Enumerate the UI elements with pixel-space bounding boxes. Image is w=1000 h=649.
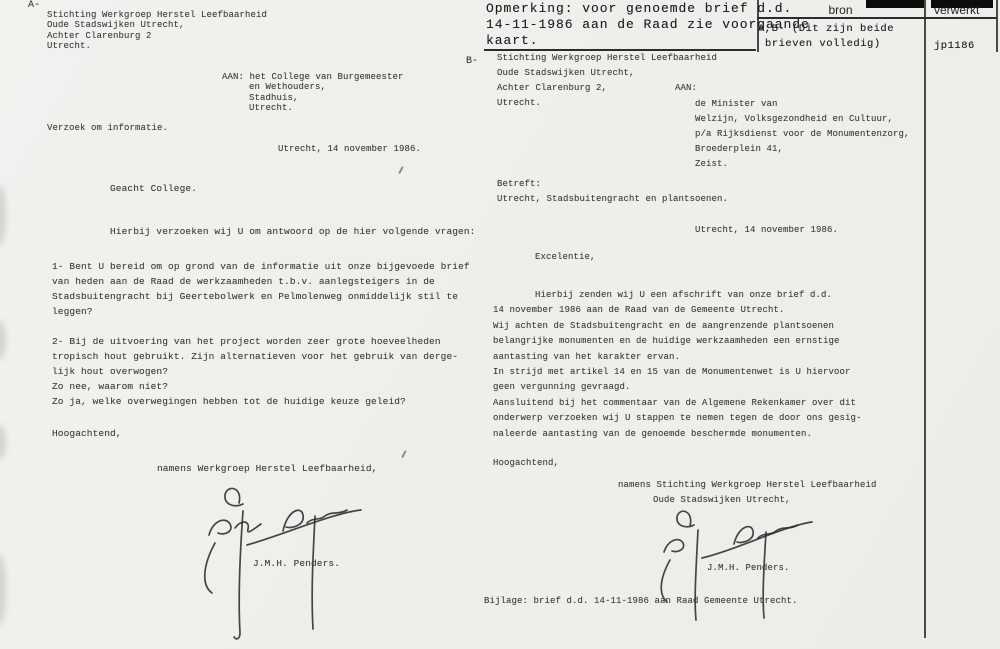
letter-a-salutation: Geacht College.: [110, 183, 198, 194]
letter-b-betreft-value: Utrecht, Stadsbuitengracht en plantsoenen.: [497, 194, 729, 204]
text-line: Oude Stadswijken Utrecht,: [47, 20, 185, 31]
text-line: Stichting Werkgroep Herstel Leefbaarheid: [497, 53, 718, 63]
letter-b-salutation: Excelentie,: [535, 252, 596, 262]
text-line: Utrecht.: [47, 40, 92, 51]
text-line: Zeist.: [695, 159, 729, 170]
text-line: Utrecht.: [249, 102, 294, 113]
letter-b-marker: B-: [466, 56, 479, 67]
letter-a-on-behalf: namens Werkgroep Herstel Leefbaarheid,: [157, 463, 378, 474]
scan-smudge: [0, 555, 6, 625]
text-line: Zo ja, welke overwegingen hebben tot de huidige keuze geleid?: [52, 396, 406, 408]
letter-b-on-behalf-1: namens Stichting Werkgroep Herstel Leefbaarheid: [618, 480, 877, 490]
note-opmerking: [486, 1, 810, 49]
text-line: leggen?: [52, 306, 93, 318]
text-line: Welzijn, Volksgezondheid en Cultuur,: [695, 114, 894, 125]
scan-smudge: [0, 185, 6, 245]
text-line: A,B- (Dit zijn beide: [758, 23, 895, 35]
text-line: naleerde aantasting van de genoemde beschermde monumenten.: [493, 428, 813, 439]
letter-a-intro: Hierbij verzoeken wij U om antwoord op de hier volgende vragen:: [110, 226, 476, 237]
letter-a-question-2: [52, 334, 458, 409]
letter-b-on-behalf-2: Oude Stadswijken Utrecht,: [653, 495, 791, 505]
text-line: onderwerp verzoeken wij U stappen te nemen tegen de door ons gesig-: [493, 413, 862, 424]
letter-a-signer-name: J.M.H. Penders.: [253, 558, 341, 569]
pencil-tick-mark: [401, 450, 406, 458]
text-line: Aansluitend bij het commentaar van de Algemene Rekenkamer over dit: [493, 397, 857, 408]
scan-smudge: [0, 425, 6, 459]
text-line: tropisch hout gebruikt. Zijn alternatieven voor het gebruik van derge-: [52, 351, 459, 363]
text-line: 1- Bent U bereid om op grond van de informatie uit onze bijgevoede brief: [52, 261, 470, 272]
text-line: Opmerking: voor genoemde brief d.d.: [486, 1, 793, 16]
text-line: Stadsbuitengracht bij Geertebolwerk en Pelmolenweg onmiddelijk stil te: [52, 291, 459, 303]
text-line: van heden aan de Raad de werkzaamheden t.b.v. aanlegsteigers in de: [52, 276, 435, 288]
text-line: 2- Bij de uitvoering van het project worden zeer grote hoeveelheden: [52, 336, 441, 347]
text-line: brieven volledig): [765, 38, 881, 51]
text-line: kaart.: [486, 33, 539, 48]
text-line: Achter Clarenburg 2,: [497, 83, 608, 94]
table-border-right: [996, 0, 998, 52]
letter-a-closing: Hoogachtend,: [52, 428, 122, 439]
text-line: Utrecht.: [497, 98, 542, 109]
text-line: Oude Stadswijken Utrecht,: [497, 68, 635, 79]
letter-b-closing: Hoogachtend,: [493, 458, 560, 468]
letter-b-dateline: Utrecht, 14 november 1986.: [695, 225, 839, 235]
text-line: belangrijke monumenten en de huidige werkzaamheden een ernstige: [493, 336, 840, 347]
letter-a-sender-address: [47, 10, 267, 51]
text-line: geen vergunning gevraagd.: [493, 382, 631, 393]
text-line: Wij achten de Stadsbuitengracht en de aangrenzende plantsoenen: [493, 320, 835, 331]
text-line: Achter Clarenburg 2: [47, 30, 152, 41]
table-cell-verwerkt-value: jp1186: [934, 40, 975, 52]
table-header-verwerkt: verwerkt: [934, 3, 980, 17]
text-line: en Wethouders,: [249, 82, 327, 93]
scan-smudge: [0, 320, 6, 360]
table-header-bron: bron: [828, 3, 853, 17]
text-line: lijk hout overwogen?: [52, 366, 169, 378]
letter-a-question-1: [52, 259, 470, 319]
text-line: Hierbij zenden wij U een afschrift van onze brief d.d.: [535, 290, 833, 300]
pencil-tick-mark: [398, 166, 403, 174]
letter-a-dateline: Utrecht, 14 november 1986.: [278, 144, 422, 154]
letter-b-aan-label: AAN:: [675, 83, 698, 93]
text-line: Stadhuis,: [249, 92, 299, 103]
text-line: 14-11-1986 aan de Raad zie voorgaande: [486, 17, 810, 32]
letter-b-sender-address: [497, 51, 717, 111]
table-divider-vertical-line: [924, 0, 926, 638]
text-line: p/a Rijksdienst voor de Monumentenzorg,: [695, 129, 910, 140]
text-line: AAN: het College van Burgemeester: [222, 72, 404, 82]
text-line: aantasting van het karakter ervan.: [493, 351, 681, 362]
text-line: In strijd met artikel 14 en 15 van de Monumentenwet is U hiervoor: [493, 367, 851, 378]
text-line: Zo nee, waarom niet?: [52, 381, 169, 393]
text-line: de Minister van: [695, 99, 778, 109]
letter-b-body: [493, 288, 862, 442]
text-line: Broederplein 41,: [695, 144, 784, 155]
text-line: Stichting Werkgroep Herstel Leefbaarheid: [47, 10, 268, 20]
letter-b-signer-name: J.M.H. Penders.: [707, 563, 790, 573]
letter-a-subject-line: Verzoek om informatie.: [47, 123, 169, 133]
letter-a-recipient-address: [222, 72, 404, 113]
letter-a-marker: A-: [28, 0, 41, 11]
letter-b-betreft-label: Betreft:: [497, 179, 542, 189]
letter-b-bijlage: Bijlage: brief d.d. 14-11-1986 aan Raad Gemeente Utrecht.: [484, 596, 798, 606]
letter-b-recipient-address: [695, 97, 910, 172]
text-line: 14 november 1986 aan de Raad van de Gemeente Utrecht.: [493, 305, 785, 316]
